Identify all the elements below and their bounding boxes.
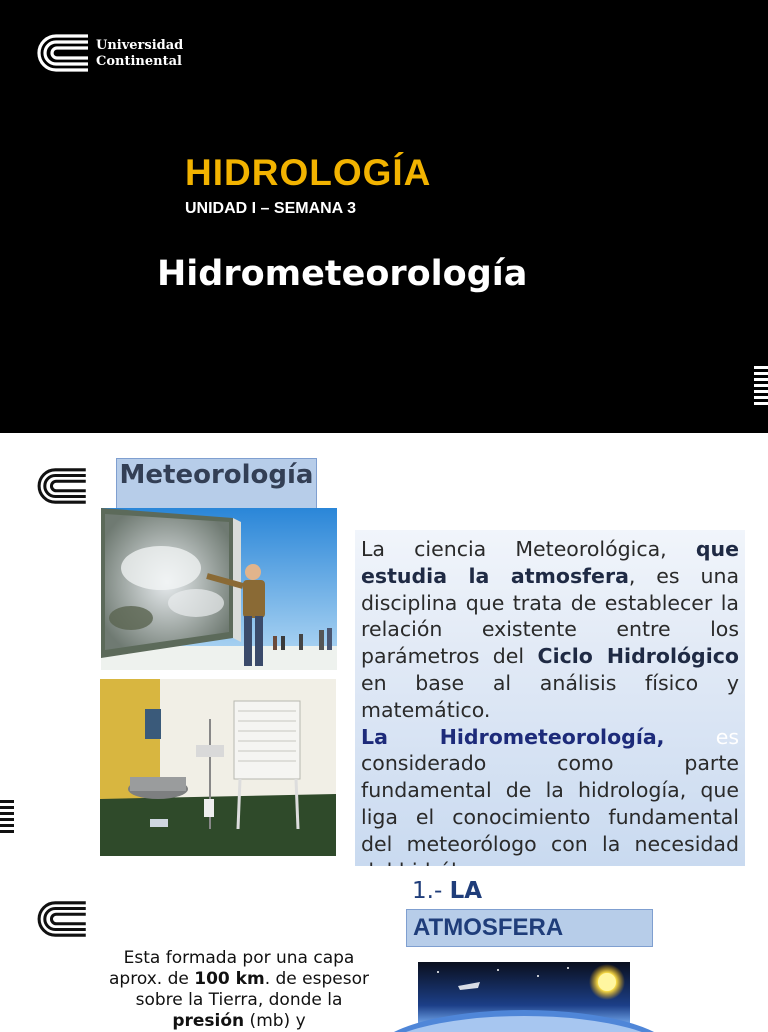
- atm-part-2: . de espesor sobre la Tierra, donde la: [135, 969, 369, 1010]
- edge-lines-icon: [754, 366, 768, 408]
- university-name-line2: Continental: [96, 54, 182, 69]
- meteorologia-slide: [0, 433, 768, 866]
- atmosfera-slide: [0, 866, 768, 1031]
- topic-title: Hidrometeorología: [157, 254, 528, 294]
- title-slide: [0, 0, 768, 433]
- desc-es: es: [664, 724, 740, 749]
- university-logo-icon: [34, 899, 88, 939]
- atm-bold-1: 100 km: [194, 969, 265, 989]
- atmosphere-image: [418, 962, 630, 1024]
- course-title: HIDROLOGÍA: [185, 152, 432, 193]
- section-number: [412, 878, 482, 904]
- desc-hidrometeorologia: La Hidrometeorología,: [361, 724, 665, 749]
- atm-part-1: Esta formada por una capa aprox. de: [109, 948, 355, 989]
- section-number-prefix: 1.-: [412, 878, 450, 904]
- university-name-line1: Universidad: [96, 38, 184, 53]
- desc-bold-2: Ciclo Hidrológico: [537, 644, 739, 669]
- atm-bold-2: presión: [172, 1011, 245, 1031]
- edge-lines-icon: [0, 800, 14, 836]
- university-name: [96, 38, 183, 70]
- desc-part-1: La ciencia Meteorológica,: [361, 537, 696, 561]
- section-heading-box: ATMOSFERA: [406, 909, 653, 947]
- description-panel: [355, 530, 745, 866]
- desc-part-3: en base al análisis físico y matemático.: [361, 670, 739, 722]
- unit-subtitle: UNIDAD I – SEMANA 3: [185, 200, 356, 217]
- description-text: [361, 536, 739, 884]
- desc-part-2: , es una disciplina que trata de establecer la relación existente entre los parámetros del: [361, 563, 740, 669]
- university-logo-icon: [34, 466, 88, 506]
- weather-presenter-image: [101, 508, 337, 670]
- desc-bold-1: que estudia la atmosfera: [361, 537, 739, 588]
- weather-station-image: [100, 679, 336, 856]
- university-logo-icon: [34, 32, 90, 74]
- section-number-la: LA: [449, 878, 483, 904]
- atm-part-3: (mb) y: [244, 1011, 306, 1031]
- desc-part-5: considerado como parte fundamental de la hidrología, que liga el conocimiento fundamental del meteorólogo con la necesidad: [361, 751, 739, 856]
- atmosfera-description: [108, 948, 370, 1032]
- section-title-box: Meteorología: [116, 458, 317, 510]
